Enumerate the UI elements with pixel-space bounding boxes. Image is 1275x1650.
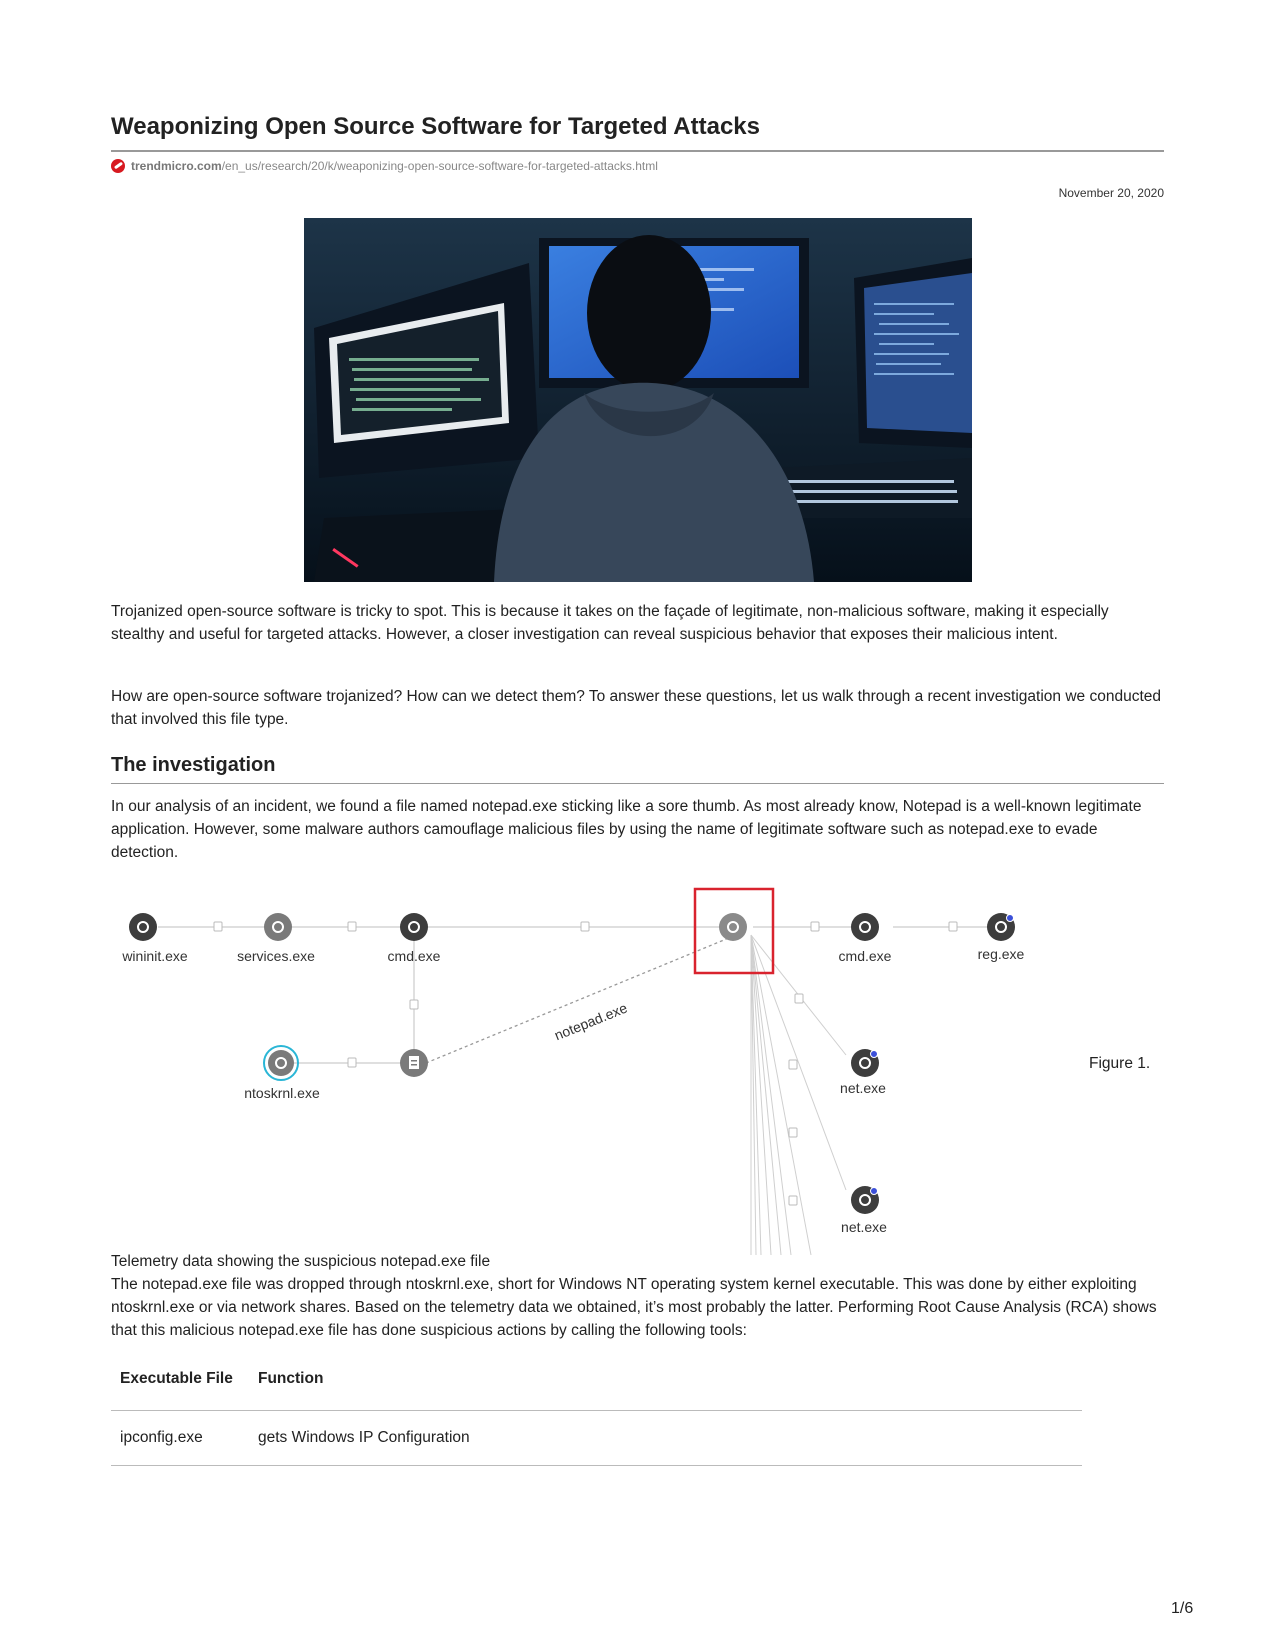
- article-date: November 20, 2020: [1058, 186, 1164, 200]
- source-domain: trendmicro.com: [131, 159, 222, 173]
- table-header-function: Function: [249, 1360, 1082, 1411]
- intro-paragraph-2: How are open-source software trojanized? How can we detect them? To answer these questions, let us walk through a recent investigation we conducted that involved this file type.: [111, 688, 1161, 728]
- trendmicro-logo-icon: [111, 159, 125, 173]
- figure-caption: Telemetry data showing the suspicious notepad.exe file: [111, 1253, 491, 1270]
- node-cmd-2: cmd.exe: [838, 948, 892, 964]
- section-heading-investigation: The investigation: [111, 754, 1164, 784]
- page-number: 1/6: [1171, 1600, 1194, 1617]
- tools-table: [111, 1360, 1082, 1466]
- process-tree-figure: [111, 880, 1164, 1255]
- table-cell-executable: ipconfig.exe: [111, 1411, 249, 1466]
- node-ntoskrnl: ntoskrnl.exe: [244, 1085, 320, 1101]
- article-title: Weaponizing Open Source Software for Targeted Attacks: [111, 113, 1164, 152]
- intro-paragraph-1: Trojanized open-source software is tricky to spot. This is because it takes on the façade of legitimate, non-malicious software, making it especially stealthy and useful for targeted attacks. However, a closer investigation can reveal suspicious behavior that exposes their malicious intent.: [111, 603, 1109, 643]
- rca-paragraph: The notepad.exe file was dropped through ntoskrnl.exe, short for Windows NT operating system kernel executable. This was done by either exploiting ntoskrnl.exe or via network shares. Based on the telemetry data we obtained, it’s most probably the latter. Performing Root Cause Analysis (RCA) shows that this malicious notepad.exe file has done suspicious actions by calling the following tools:: [111, 1276, 1157, 1339]
- table-header-executable: Executable File: [111, 1360, 249, 1411]
- table-cell-function: gets Windows IP Configuration: [249, 1411, 1082, 1466]
- node-wininit: wininit.exe: [122, 948, 188, 964]
- edge-label-notepad: notepad.exe: [552, 999, 630, 1044]
- figure-label: Figure 1.: [1089, 1055, 1151, 1072]
- node-services: services.exe: [237, 948, 315, 964]
- node-reg: reg.exe: [977, 946, 1025, 962]
- source-path: /en_us/research/20/k/weaponizing-open-source-software-for-targeted-attacks.html: [221, 159, 658, 173]
- investigation-paragraph: In our analysis of an incident, we found a file named notepad.exe sticking like a sore thumb. As most already know, Notepad is a well-known legitimate application. However, some malware authors camouflage malicious files by using the name of legitimate software such as notepad.exe to evade detection.: [111, 798, 1142, 861]
- hero-image: [304, 218, 972, 582]
- node-cmd-1: cmd.exe: [387, 948, 441, 964]
- table-header-row: [111, 1360, 1082, 1411]
- node-net-2: net.exe: [841, 1219, 887, 1235]
- table-row: [111, 1411, 1082, 1466]
- source-link[interactable]: [111, 159, 658, 173]
- node-net-1: net.exe: [840, 1080, 886, 1096]
